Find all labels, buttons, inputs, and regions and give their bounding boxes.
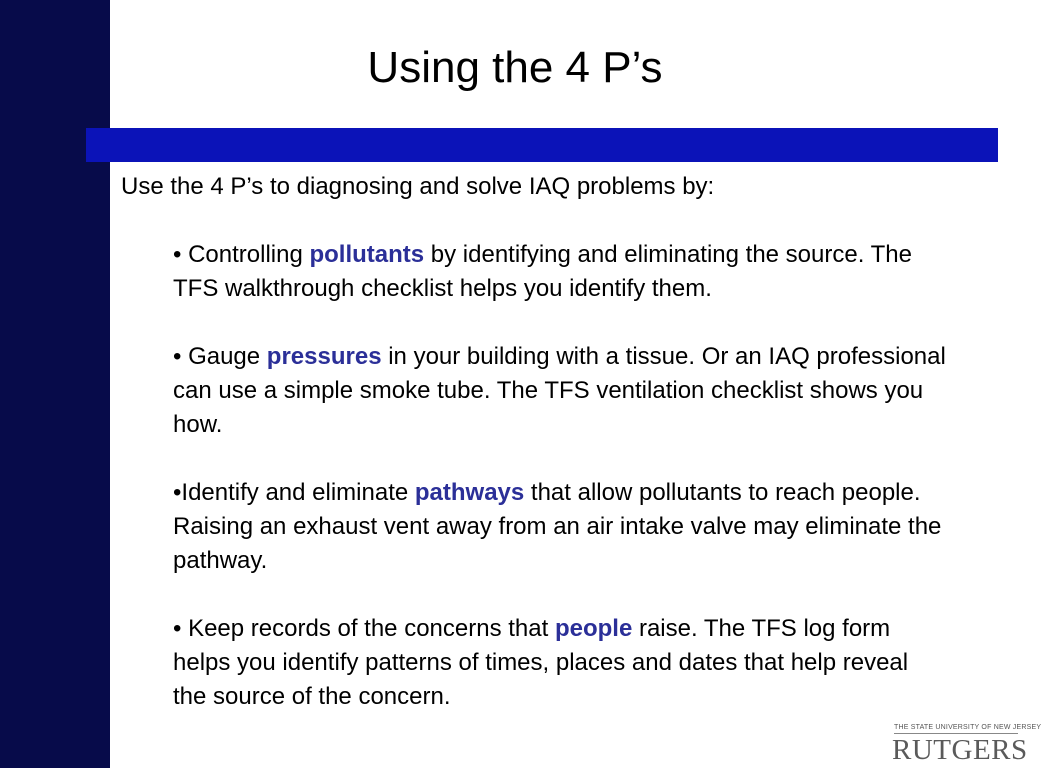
logo-tagline: THE STATE UNIVERSITY OF NEW JERSEY (894, 724, 1018, 734)
bullet-text-after: raise. The TFS log form helps you identify patterns of times, places and dates that help reveal the source of the concern. (173, 615, 909, 710)
bullet-people (173, 612, 948, 714)
logo-wordmark: RUTGERS (892, 734, 1028, 766)
bullet-text-before: •Identify and eliminate (173, 479, 415, 506)
bullet-text-before: • Controlling (173, 241, 310, 268)
bullet-text-before: • Gauge (173, 343, 267, 370)
left-sidebar-bar (0, 0, 110, 768)
slide-body (121, 170, 961, 714)
bullet-text-before: • Keep records of the concerns that (173, 615, 555, 642)
bullet-pathways (173, 476, 948, 578)
title-underline-bar (86, 128, 998, 162)
bullet-list (121, 238, 961, 714)
bullet-text-after: by identifying and eliminating the source. The TFS walkthrough checklist helps you identify them. (173, 241, 912, 302)
bullet-pressures (173, 340, 948, 442)
bullet-pollutants (173, 238, 948, 306)
bullet-text-after: that allow pollutants to reach people. Raising an exhaust vent away from an air intake valve may eliminate the pathway. (173, 479, 942, 574)
rutgers-logo (892, 724, 1041, 766)
intro-text: Use the 4 P’s to diagnosing and solve IAQ problems by: (121, 173, 715, 200)
keyword-pressures: pressures (266, 343, 382, 370)
keyword-pathways: pathways (414, 479, 525, 506)
keyword-pollutants: pollutants (309, 241, 425, 268)
keyword-people: people (554, 615, 633, 642)
bullet-text-after: in your building with a tissue. Or an IAQ professional can use a simple smoke tube. The TFS ventilation checklist shows you how. (173, 343, 946, 438)
slide-title: Using the 4 P’s (367, 43, 663, 92)
